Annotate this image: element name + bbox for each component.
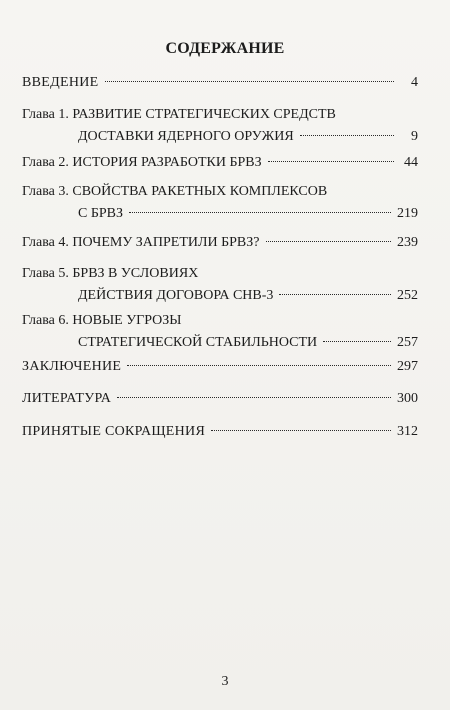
toc-entry-abbreviations[interactable] (22, 421, 418, 443)
dot-leader (129, 212, 391, 213)
dot-leader (127, 365, 391, 366)
toc-entry-label: ЗАКЛЮЧЕНИЕ (22, 359, 122, 374)
dot-leader (279, 294, 391, 295)
toc-entry-page: 312 (397, 424, 418, 439)
toc-entry-chapter-4[interactable] (22, 232, 418, 254)
toc-entry-page: 300 (397, 391, 418, 406)
toc-entry-chapter-6[interactable] (22, 310, 418, 354)
toc-entry-chapter-5[interactable] (22, 263, 418, 307)
toc-entry-label: Глава 1. РАЗВИТИЕ СТРАТЕГИЧЕСКИХ СРЕДСТВ (22, 107, 336, 122)
toc-entry-label: ПРИНЯТЫЕ СОКРАЩЕНИЯ (22, 424, 206, 439)
dot-leader (211, 430, 391, 431)
toc-entry-label-continued: ДОСТАВКИ ЯДЕРНОГО ОРУЖИЯ (78, 129, 294, 144)
toc-entry-page: 219 (397, 206, 418, 221)
toc-entry-page: 297 (397, 359, 418, 374)
page-number: 3 (221, 674, 229, 689)
toc-entry-conclusion[interactable] (22, 356, 418, 378)
dot-leader (300, 135, 394, 136)
dot-leader (117, 397, 391, 398)
toc-entry-label: Глава 2. ИСТОРИЯ РАЗРАБОТКИ БРВЗ (22, 155, 262, 170)
toc-entry-literature[interactable] (22, 388, 418, 410)
dot-leader (323, 341, 391, 342)
toc-entry-label: ЛИТЕРАТУРА (22, 391, 112, 406)
toc-entry-label: ВВЕДЕНИЕ (22, 75, 99, 90)
toc-entry-label-continued: ДЕЙСТВИЯ ДОГОВОРА СНВ-3 (78, 288, 274, 303)
toc-entry-label: Глава 4. ПОЧЕМУ ЗАПРЕТИЛИ БРВЗ? (22, 235, 260, 250)
toc-entry-page: 239 (397, 235, 418, 250)
toc-entry-chapter-2[interactable] (22, 152, 418, 174)
toc-entry-label-continued: СТРАТЕГИЧЕСКОЙ СТАБИЛЬНОСТИ (78, 335, 318, 350)
toc-entry-page: 4 (411, 75, 418, 90)
toc-entry-page: 44 (404, 155, 418, 170)
toc-entry-chapter-1[interactable] (22, 104, 418, 148)
toc-entry-chapter-3[interactable] (22, 181, 418, 225)
toc-entry-page: 252 (397, 288, 418, 303)
toc-heading: СОДЕРЖАНИЕ (165, 40, 285, 57)
toc-entry-label: Глава 3. СВОЙСТВА РАКЕТНЫХ КОМПЛЕКСОВ (22, 184, 328, 199)
toc-entry-introduction[interactable] (22, 72, 418, 94)
toc-entry-label: Глава 6. НОВЫЕ УГРОЗЫ (22, 313, 182, 328)
toc-entry-page: 9 (411, 129, 418, 144)
dot-leader (105, 81, 394, 82)
toc-entry-label-continued: С БРВЗ (78, 206, 124, 221)
toc-entry-label: Глава 5. БРВЗ В УСЛОВИЯХ (22, 266, 199, 281)
toc-entry-page: 257 (397, 335, 418, 350)
dot-leader (266, 241, 392, 242)
dot-leader (268, 161, 394, 162)
